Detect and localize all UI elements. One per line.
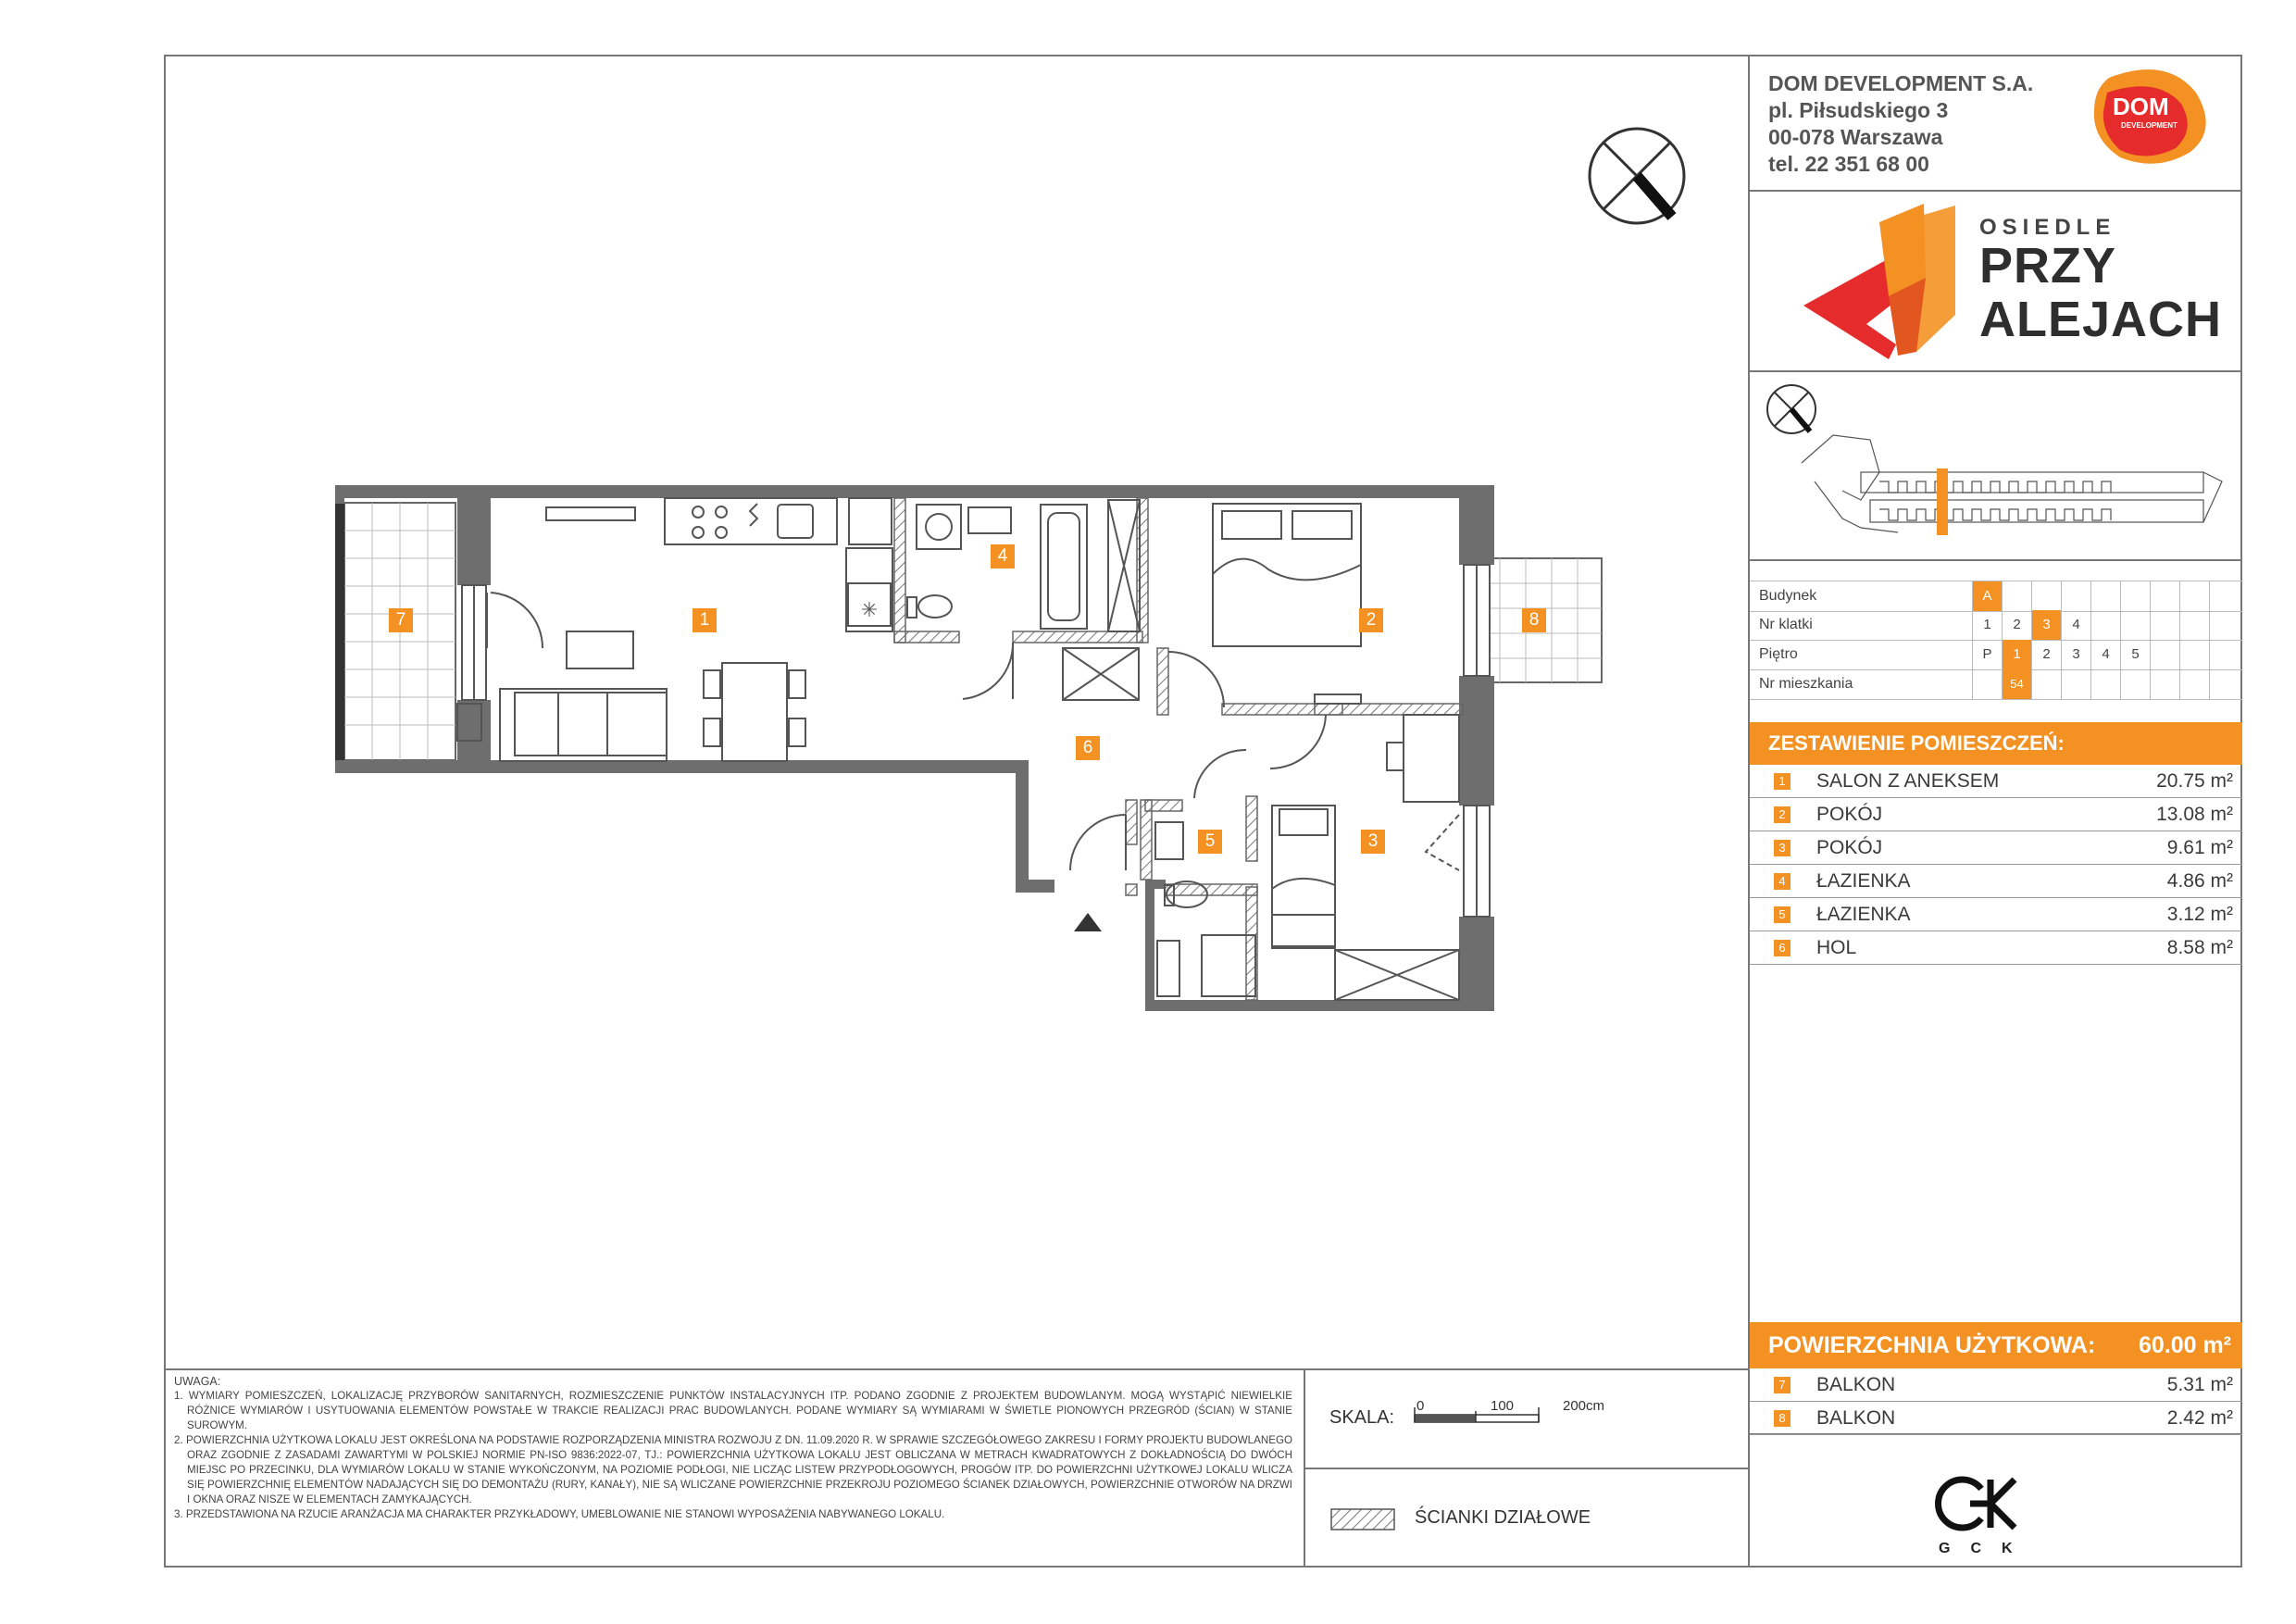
bed-room-2 <box>1213 504 1361 704</box>
room-area: 20.75 m² <box>2156 770 2233 792</box>
stair-value: 2 <box>2002 610 2031 640</box>
scale-bar <box>1415 1407 1539 1422</box>
floor-value: 3 <box>2061 640 2090 669</box>
stair-row <box>1750 610 2242 641</box>
room-name: HOL <box>1816 937 1857 958</box>
company-name: DOM DEVELOPMENT S.A. <box>1768 71 2034 95</box>
floor-value: 4 <box>2090 640 2120 669</box>
plan-tag-room-3: 3 <box>1361 830 1385 854</box>
room-row <box>1750 798 2242 831</box>
room-number: 6 <box>1774 940 1791 956</box>
room-row <box>1750 831 2242 865</box>
building-label: Budynek <box>1759 588 1817 604</box>
site-plan-thumbnail <box>1767 385 2222 535</box>
room-number: 5 <box>1774 906 1791 923</box>
floor-value: 2 <box>2031 640 2061 669</box>
brand-line-2: ALEJACH <box>1979 292 2223 347</box>
room-name: ŁAZIENKA <box>1816 904 1911 925</box>
entrance-marker <box>1074 913 1102 931</box>
room-3-furniture <box>1272 715 1459 1000</box>
room-area: 13.08 m² <box>2156 804 2233 825</box>
room-row <box>1750 865 2242 898</box>
floor-value: P <box>1972 640 2002 669</box>
svg-text:✳: ✳ <box>860 598 879 621</box>
scale-tick-label: 100 <box>1491 1398 1515 1414</box>
stair-value-selected: 3 <box>2031 610 2061 640</box>
room-row <box>1750 898 2242 931</box>
rooms-header: ZESTAWIENIE POMIESZCZEŃ: <box>1750 722 2242 765</box>
stair-value: 4 <box>2061 610 2090 640</box>
room-name: ŁAZIENKA <box>1816 870 1911 892</box>
room-area: 9.61 m² <box>2166 837 2233 858</box>
plan-tag-room-6: 6 <box>1076 736 1100 760</box>
room-area: 3.12 m² <box>2166 904 2233 925</box>
room-row <box>1750 765 2242 798</box>
company-address-2: 00-078 Warszawa <box>1768 125 1943 149</box>
plan-tag-room-4: 4 <box>991 544 1015 568</box>
note-item: 3. PRZEDSTAWIONA NA RZUCIE ARANŻACJA MA CHARAKTER PRZYKŁADOWY, UMEBLOWANIE NIE STANOWI WYPOSAŻENIA NABYWANEGO LOKALU. <box>174 1508 945 1520</box>
kitchen-counter <box>546 498 892 631</box>
total-area-bar <box>1750 1322 2242 1368</box>
company-address-1: pl. Piłsudskiego 3 <box>1768 98 1949 122</box>
living-furniture <box>457 593 805 761</box>
compass-icon <box>1590 129 1684 223</box>
room-area: 8.58 m² <box>2166 937 2233 958</box>
scale-tick-label: 0 <box>1416 1398 1425 1414</box>
balcony-area: 2.42 m² <box>2166 1407 2233 1429</box>
scale-label: SKALA: <box>1329 1407 1395 1428</box>
exterior-walls <box>335 485 1494 1011</box>
building-value: A <box>1972 581 2002 611</box>
room-number: 4 <box>1774 873 1791 890</box>
note-item: 2. POWIERZCHNIA UŻYTKOWA LOKALU JEST OKREŚLONA NA PODSTAWIE ROZPORZĄDZENIA MINISTRA ROZWOJU Z DN. 11.09.2020 R. W SPRAWIE SZCZEGÓŁOWEGO ZAKRESU I FORMY PROJEKTU BUDOWLANEGO ORAZ ZGODNIE Z ZASADAMI ZAWARTYMI W POLSKIEJ NORMIE PN-ISO 9836:2022-07, TJ.: POWIERZCHNIA UŻYTKOWA LOKALU JEST OBLICZANA W METRACH KWADRATOWYCH Z DOKŁADNOŚCIĄ DO DWÓCH MIEJSC PO PRZECINKU, DLA WYMIARÓW LOKALU W STANIE WYKOŃCZONYM, NA POZIOMIE PODŁOGI, NIE LICZĄC LISTEW PRZYPODŁOGOWYCH, PROGÓW ITP. DO POWIERZCHNI UŻYTKOWEJ LOKALU WLICZA SIĘ POWIERZCHNIĘ ELEMENTÓW NADAJĄCYCH SIĘ DO DEMONTAŻU (RURY, KANAŁY), NIE SĄ WLICZANE POWIERZCHNIE PRZEKROJU POZIOMEGO ŚCIANEK DZIAŁOWYCH, POWIERZCHNIE OTWORÓW NA DRZWI I OKNA ORAZ NISZE W ELEMENTACH ZAMYKAJĄCYCH. <box>174 1434 1292 1505</box>
note-item: 1. WYMIARY POMIESZCZEŃ, LOKALIZACJĘ PRZYBORÓW SANITARNYCH, ROZMIESZCZENIE PUNKTÓW INSTALACYJNYCH ITP. PODANO ZGODNIE Z PROJEKTEM BUDOWLANYM. MOGĄ WYSTĄPIĆ NIEWIELKIE RÓŻNICE WYMIARÓW I USYTUOWANIA ELEMENTÓW POWSTAŁE W TRAKCIE REALIZACJI PRAC BUDOWLANYCH. PODANE WYMIARY SĄ WYMIARAMI W ŚWIETLE PIONOWYCH PRZEGRÓD (ŚCIAN) W STANIE SUROWYM. <box>174 1390 1292 1431</box>
floor-value: 5 <box>2120 640 2150 669</box>
stair-value: 1 <box>1972 610 2002 640</box>
brand-small-text: OSIEDLE <box>1979 215 2116 240</box>
room-name: SALON Z ANEKSEM <box>1816 770 2000 792</box>
room-name: POKÓJ <box>1816 804 1883 825</box>
apartment-row <box>1750 669 2242 700</box>
scale-tick-label: 200cm <box>1563 1398 1605 1414</box>
room-row <box>1750 931 2242 965</box>
balcony-number: 8 <box>1774 1410 1791 1427</box>
partition-walls <box>894 498 1463 1000</box>
balcony-name: BALKON <box>1816 1374 1896 1395</box>
building-row <box>1750 581 2242 612</box>
room-name: POKÓJ <box>1816 837 1883 858</box>
balcony-number: 7 <box>1774 1377 1791 1393</box>
room-number: 2 <box>1774 806 1791 823</box>
balcony-row <box>1750 1402 2242 1435</box>
plan-tag-room-5: 5 <box>1198 830 1222 854</box>
plan-tag-room-7: 7 <box>389 608 413 632</box>
partition-legend-swatch <box>1331 1509 1394 1530</box>
plan-tag-room-8: 8 <box>1522 608 1546 632</box>
room-area: 4.86 m² <box>2166 870 2233 892</box>
room-number: 3 <box>1774 840 1791 856</box>
brand-name <box>1979 239 2222 346</box>
room-number: 1 <box>1774 773 1791 790</box>
floor-label: Piętro <box>1759 646 1798 662</box>
dom-logo-text: DOM <box>2113 93 2169 120</box>
company-info <box>1768 70 2033 178</box>
total-area-label: POWIERZCHNIA UŻYTKOWA: <box>1768 1332 2096 1358</box>
apartment-value: 54 <box>2002 669 2031 699</box>
floor-value-selected: 1 <box>2002 640 2031 669</box>
plan-tag-room-1: 1 <box>693 608 717 632</box>
gck-logo-text: GCK <box>1939 1541 2033 1556</box>
dom-logo-subtext: DEVELOPMENT <box>2121 121 2177 130</box>
legend-label: ŚCIANKI DZIAŁOWE <box>1415 1507 1591 1528</box>
notes <box>174 1374 1292 1522</box>
floor-row <box>1750 640 2242 670</box>
total-area-value: 60.00 m² <box>2138 1332 2231 1358</box>
bathroom-4-fixtures <box>907 500 1140 699</box>
company-phone: tel. 22 351 68 00 <box>1768 152 1929 176</box>
stair-label: Nr klatki <box>1759 617 1813 632</box>
przy-alejach-logo-icon <box>1803 204 1955 359</box>
gck-logo-icon <box>1939 1480 2015 1528</box>
balcony-row <box>1750 1368 2242 1402</box>
plan-tag-room-2: 2 <box>1359 608 1383 632</box>
balcony-name: BALKON <box>1816 1407 1896 1429</box>
apartment-label: Nr mieszkania <box>1759 676 1853 692</box>
brand-line-1: PRZY <box>1979 238 2117 294</box>
balcony-area: 5.31 m² <box>2166 1374 2233 1395</box>
notes-title: UWAGA: <box>174 1375 221 1388</box>
